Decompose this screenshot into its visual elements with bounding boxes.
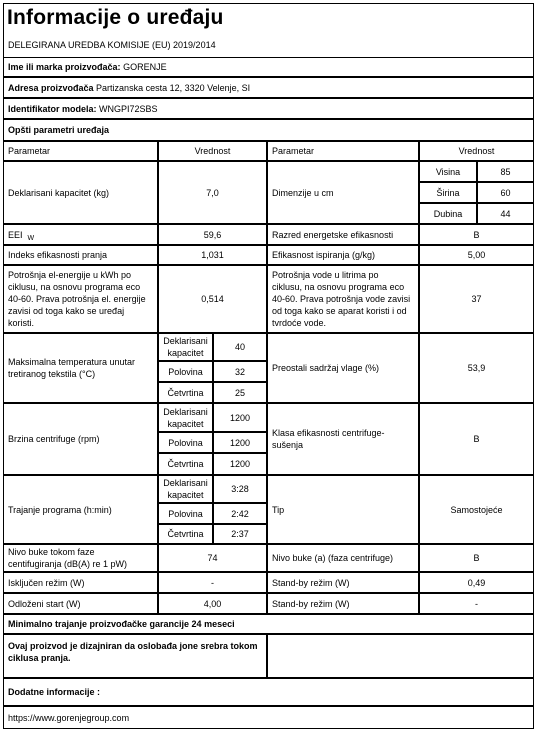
- spin-half-label: Polovina: [158, 432, 213, 453]
- additional-info-label: Dodatne informacije :: [3, 678, 534, 706]
- standby2-label: Stand-by režim (W): [267, 593, 419, 614]
- standby-value: 0,49: [419, 572, 534, 593]
- spin-quarter-label: Četvrtina: [158, 453, 213, 475]
- website-link[interactable]: https://www.gorenjegroup.com: [3, 706, 534, 729]
- temp-rated-value: 40: [213, 333, 267, 361]
- temp-half-label: Polovina: [158, 361, 213, 382]
- capacity-value: 7,0: [158, 161, 267, 224]
- warranty-row: Minimalno trajanje proizvođačke garancije 24 meseci: [3, 614, 534, 634]
- width-value: 60: [477, 182, 534, 203]
- delay-start-label: Odloženi start (W): [3, 593, 158, 614]
- water-consumption-value: 37: [419, 265, 534, 333]
- dimensions-label: Dimenzije u cm: [267, 161, 419, 224]
- spin-class-label: Klasa efikasnosti centrifuge- sušenja: [267, 403, 419, 475]
- depth-label: Dubina: [419, 203, 477, 224]
- temp-half-value: 32: [213, 361, 267, 382]
- header-value-left: Vrednost: [158, 141, 267, 161]
- depth-value: 44: [477, 203, 534, 224]
- duration-quarter-value: 2:37: [213, 524, 267, 544]
- silver-ion-empty: [267, 634, 534, 678]
- energy-class-label: Razred energetske efikasnosti: [267, 224, 419, 245]
- noise-class-value: B: [419, 544, 534, 572]
- rinsing-eff-value: 5,00: [419, 245, 534, 265]
- standby-label: Stand-by režim (W): [267, 572, 419, 593]
- duration-rated-value: 3:28: [213, 475, 267, 503]
- header-value-right: Vrednost: [419, 141, 534, 161]
- temp-rated-label: Deklarisani kapacitet: [158, 333, 213, 361]
- spin-class-value: B: [419, 403, 534, 475]
- spin-quarter-value: 1200: [213, 453, 267, 475]
- height-value: 85: [477, 161, 534, 182]
- washing-index-value: 1,031: [158, 245, 267, 265]
- supplier-value: GORENJE: [123, 62, 167, 72]
- width-label: Širina: [419, 182, 477, 203]
- section-general-title: Opšti parametri uređaja: [3, 119, 534, 141]
- moisture-label: Preostali sadržaj vlage (%): [267, 333, 419, 403]
- off-mode-label: Isključen režim (W): [3, 572, 158, 593]
- max-temp-label: Maksimalna temperatura unutar tretiranog tekstila (°C): [3, 333, 158, 403]
- supplier-row: [3, 57, 534, 77]
- energy-class-value: B: [419, 224, 534, 245]
- supplier-label: Ime ili marka proizvođača:: [8, 62, 121, 72]
- spin-rated-label: Deklarisani kapacitet: [158, 403, 213, 432]
- standby2-value: -: [419, 593, 534, 614]
- type-value: Samostojeće: [419, 475, 534, 544]
- address-label: Adresa proizvođača: [8, 82, 94, 93]
- eei-label-cell: [3, 224, 158, 245]
- type-label: Tip: [267, 475, 419, 544]
- address-row: [3, 77, 534, 98]
- duration-half-label: Polovina: [158, 503, 213, 524]
- spin-half-value: 1200: [213, 432, 267, 453]
- rinsing-eff-label: Efikasnost ispiranja (g/kg): [267, 245, 419, 265]
- model-row: [3, 98, 534, 119]
- energy-consumption-label: Potrošnja el-energije u kWh po ciklusu, na osnovu programa eco 40-60. Prava potrošnja el. energije zavisi od toga kako se uređaj koristi.: [3, 265, 158, 333]
- noise-label: Nivo buke tokom faze centifugiranja (dB(A) re 1 pW): [3, 544, 158, 572]
- header-param-left: Parametar: [3, 141, 158, 161]
- model-value: WNGPI72SBS: [99, 103, 158, 114]
- moisture-value: 53,9: [419, 333, 534, 403]
- temp-quarter-value: 25: [213, 382, 267, 403]
- duration-rated-label: Deklarisani kapacitet: [158, 475, 213, 503]
- address-value: Partizanska cesta 12, 3320 Velenje, SI: [96, 82, 251, 93]
- silver-ion-note: Ovaj proizvod je dizajniran da oslobađa jone srebra tokom ciklusa pranja.: [3, 634, 267, 678]
- off-mode-value: -: [158, 572, 267, 593]
- temp-quarter-label: Četvrtina: [158, 382, 213, 403]
- eei-value: 59,6: [158, 224, 267, 245]
- duration-quarter-label: Četvrtina: [158, 524, 213, 544]
- capacity-label: Deklarisani kapacitet (kg): [3, 161, 158, 224]
- eei-subscript: W: [27, 234, 35, 242]
- header-param-right: Parametar: [267, 141, 419, 161]
- spin-rated-value: 1200: [213, 403, 267, 432]
- duration-half-value: 2:42: [213, 503, 267, 524]
- page-title: Informacije o uređaju: [7, 6, 224, 29]
- duration-label: Trajanje programa (h:min): [3, 475, 158, 544]
- eei-label: EEI: [8, 229, 23, 240]
- regulation-reference: DELEGIRANA UREDBA KOMISIJE (EU) 2019/2014: [8, 40, 216, 50]
- washing-index-label: Indeks efikasnosti pranja: [3, 245, 158, 265]
- spin-speed-label: Brzina centrifuge (rpm): [3, 403, 158, 475]
- delay-start-value: 4,00: [158, 593, 267, 614]
- model-label: Identifikator modela:: [8, 103, 97, 114]
- noise-class-label: Nivo buke (a) (faza centrifuge): [267, 544, 419, 572]
- energy-consumption-value: 0,514: [158, 265, 267, 333]
- noise-value: 74: [158, 544, 267, 572]
- height-label: Visina: [419, 161, 477, 182]
- water-consumption-label: Potrošnja vode u litrima po ciklusu, na osnovu programa eco 40-60. Prava potrošnja vode zavisi od toga kako se aparat koristi i od tvrdoće vode.: [267, 265, 419, 333]
